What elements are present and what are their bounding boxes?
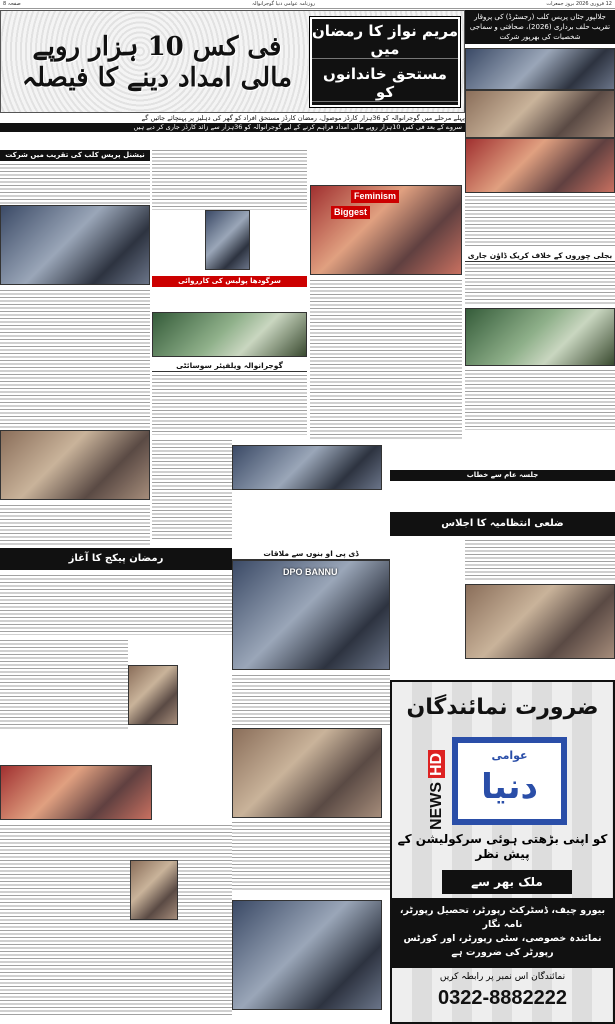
main-headline: فی کس 10 ہزار روپے مالی امداد دینے کا فیصلہ [21,32,293,93]
portrait [205,210,250,270]
kicker-line-2: مستحق خاندانوں کو [312,65,458,102]
logo-dunya: دنیا [481,767,538,807]
right-column [465,10,615,44]
ad-contact-text: نمائندگان اس نمبر پر رابطہ کریں [439,972,566,982]
photo-conference [232,445,382,490]
dpo-bannu-sign: DPO BANNU [283,567,338,577]
news-hd-logo [428,740,448,830]
story-headline: گوجرانوالہ ویلفیئر سوسائٹی [152,360,307,372]
story-headline: بجلی چوروں کے خلاف کریک ڈاؤن جاری [465,250,615,262]
photo-meeting [232,900,382,1010]
banner-feminism: Feminism [351,190,399,203]
text-column [310,280,462,440]
ad-nationwide: ملک بھر سے [442,870,572,894]
ad-phone-number: 0322-8882222 [437,987,567,1009]
text-column [232,822,390,892]
photo-group [465,584,615,659]
lead-summary [0,114,465,148]
paper-name: روزنامہ عوامی دنیا گوجرانوالہ [252,1,316,7]
photo-event [0,765,152,820]
press-club-headline: جلالپور جٹاں پریس کلب (رجسٹرڈ) کی پروقار تقریب حلف برداری (2026)، صحافتی و سماجی شخصیات کی بھرپور شرکت [465,10,615,44]
masthead-strip [0,0,615,9]
lead-headline-box [0,10,465,113]
page-number: صفحہ 8 [3,1,21,7]
advertisement-representatives-needed [390,680,615,1024]
text-column [232,675,390,725]
photo-audience [465,138,615,193]
text-column [0,290,150,430]
roles-line-2: نمائندہ خصوصی، سٹی رپورٹر، اور کورٹس رپورٹر کی ضرورت ہے [403,933,602,958]
summary-line-1: پہلے مرحلے میں گوجرانوالہ کو 36ہزار کارڈز موصول، رمضان کارڈز مستحق افراد کو گھر کی دہلیز پر پہنچائے جائیں گے [141,114,465,122]
text-column [0,640,128,730]
photo-banner-green [465,308,615,366]
story-headline: سرگودھا پولیس کی کارروائی [152,276,307,287]
ad-subtitle: کو اپنی بڑھتی ہوئی سرکولیشن کے پیش نظر [397,832,608,861]
summary-line-2: سروے کے بعد فی کس 10ہزار روپے مالی امداد فراہم کرنے کے لیے گوجرانوالہ کو 36ہزار سے زائد کارڈز جاری کر دیے ہیں [0,123,465,132]
text-column [152,440,232,540]
story-headline: ضلعی انتظامیہ کا اجلاس [390,512,615,536]
story-headline: رمضان پیکج کا آغاز [0,548,232,570]
logo-awami: عوامی [491,749,528,762]
hd-badge: HD [428,752,445,776]
text-column [0,164,150,204]
date: 12 فروری 2026 بروز جمعرات [546,1,612,7]
text-column [465,540,615,580]
text-column [465,196,615,246]
roles-line-1: بیورو چیف، ڈسٹرکٹ رپورٹر، تحصیل رپورٹر، نامہ نگار [399,905,606,930]
banner-biggest: Biggest [331,206,370,219]
portrait [130,860,178,920]
story-headline: نیشنل پریس کلب کی تقریب میں شرکت [0,150,150,161]
photo-banner [465,48,615,90]
photo-handshake [0,430,150,500]
kicker-line-1: مریم نواز کا رمضان میں [312,22,458,58]
story-headline: جلسہ عام سے خطاب [390,470,615,481]
photo-ceremony [465,90,615,138]
text-column [152,375,307,435]
text-column [465,370,615,430]
text-column [465,264,615,304]
photo-dpo-bannu [232,560,390,670]
headline-kicker [310,17,460,107]
photo-feminism-event [310,185,462,275]
ad-title: ضرورت نمائندگان [406,695,599,720]
photo-welfare [152,312,307,357]
news-text: NEWS [428,782,445,830]
text-column [0,575,232,635]
photo-site [232,728,382,818]
text-column [0,825,232,1015]
story-headline: ڈی پی او بنوں سے ملاقات [232,548,390,560]
ad-roles [392,898,613,968]
awami-dunya-logo [452,737,567,825]
portrait [128,665,178,725]
text-column [152,150,307,210]
text-column [0,505,150,545]
photo-meeting [0,205,150,285]
